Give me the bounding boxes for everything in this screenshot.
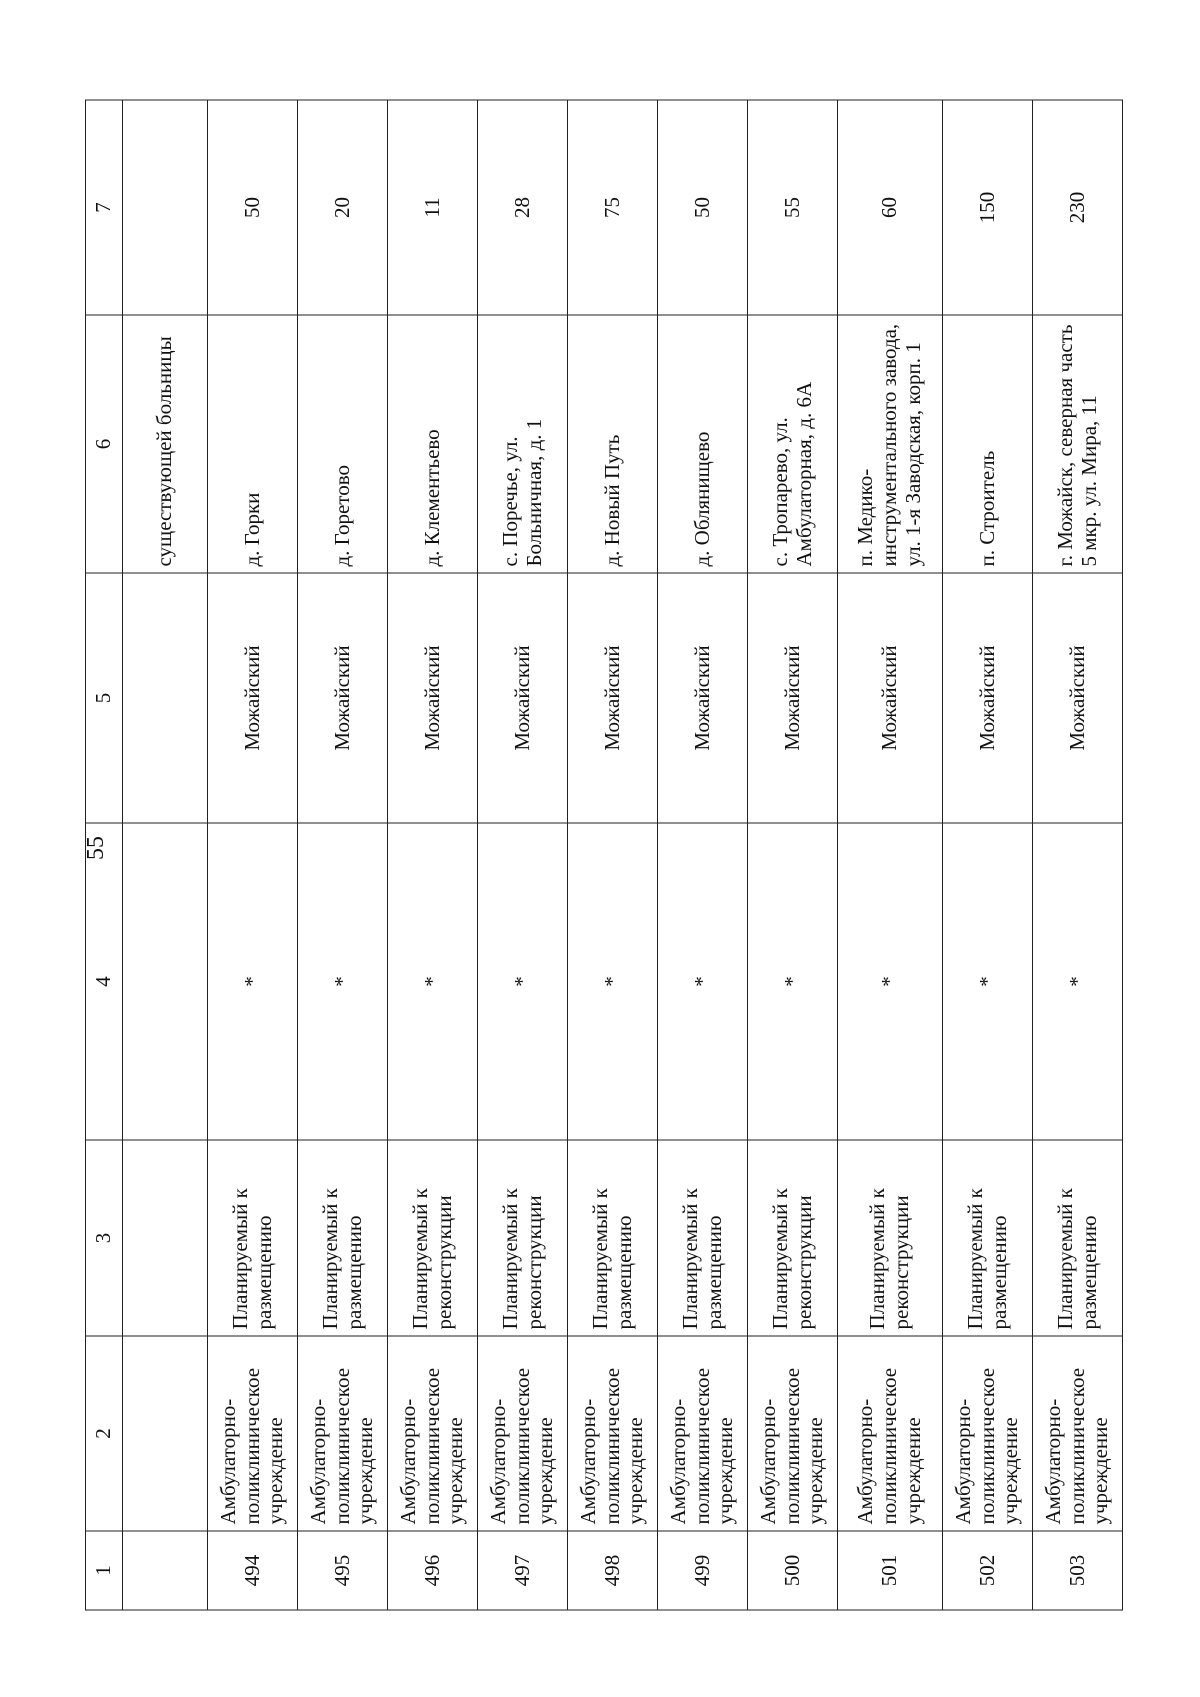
row-number: 499 xyxy=(657,1531,747,1610)
continuation-text: существующей больницы xyxy=(122,315,207,573)
table-row xyxy=(567,100,657,1610)
facility-status: Планируемый к реконструкции xyxy=(387,1140,477,1336)
facility-type: Амбулаторно-поликлиническое учреждение xyxy=(1032,1336,1122,1531)
row-number: 503 xyxy=(1032,1531,1122,1610)
location: п. Строитель xyxy=(942,315,1032,573)
district: Можайский xyxy=(657,573,747,823)
facility-type: Амбулаторно-поликлиническое учреждение xyxy=(567,1336,657,1531)
capacity-value: 150 xyxy=(942,100,1032,315)
table-row xyxy=(207,100,297,1610)
facility-status: Планируемый к размещению xyxy=(657,1140,747,1336)
facility-status: Планируемый к размещению xyxy=(942,1140,1032,1336)
table-row xyxy=(942,100,1032,1610)
column-header: 6 xyxy=(85,315,122,573)
column-header: 2 xyxy=(85,1336,122,1531)
column-header: 5 xyxy=(85,573,122,823)
location: д. Новый Путь xyxy=(567,315,657,573)
row-number: 496 xyxy=(387,1531,477,1610)
facility-status: Планируемый к размещению xyxy=(297,1140,387,1336)
facility-type: Амбулаторно-поликлиническое учреждение xyxy=(657,1336,747,1531)
district: Можайский xyxy=(297,573,387,823)
table-container xyxy=(90,100,1112,1610)
district: Можайский xyxy=(1032,573,1122,823)
capacity-value: 28 xyxy=(477,100,567,315)
column-header: 7 xyxy=(85,100,122,315)
capacity-value: 55 xyxy=(747,100,837,315)
facility-type: Амбулаторно-поликлиническое учреждение xyxy=(297,1336,387,1531)
facility-type: Амбулаторно-поликлиническое учреждение xyxy=(387,1336,477,1531)
capacity-value: 11 xyxy=(387,100,477,315)
page-number: 55 xyxy=(83,836,109,860)
location: г. Можайск, северная часть 5 мкр. ул. Мира, 11 xyxy=(1032,315,1122,573)
location: д. Облянищево xyxy=(657,315,747,573)
capacity-value: 75 xyxy=(567,100,657,315)
facilities-table xyxy=(85,100,1123,1611)
district: Можайский xyxy=(747,573,837,823)
asterisk-mark: * xyxy=(297,823,387,1140)
row-number: 494 xyxy=(207,1531,297,1610)
facility-type: Амбулаторно-поликлиническое учреждение xyxy=(477,1336,567,1531)
district: Можайский xyxy=(567,573,657,823)
facility-status: Планируемый к реконструкции xyxy=(837,1140,942,1336)
row-number: 498 xyxy=(567,1531,657,1610)
facility-type: Амбулаторно-поликлиническое учреждение xyxy=(207,1336,297,1531)
location: п. Медико-инструментального завода, ул. 1-я Заводская, корп. 1 xyxy=(837,315,942,573)
facility-type: Амбулаторно-поликлиническое учреждение xyxy=(942,1336,1032,1531)
facility-type: Амбулаторно-поликлиническое учреждение xyxy=(837,1336,942,1531)
asterisk-mark: * xyxy=(477,823,567,1140)
asterisk-mark: * xyxy=(837,823,942,1140)
capacity-value: 230 xyxy=(1032,100,1122,315)
column-header: 1 xyxy=(85,1531,122,1610)
facility-status: Планируемый к реконструкции xyxy=(747,1140,837,1336)
table-row xyxy=(387,100,477,1610)
table-row xyxy=(1032,100,1122,1610)
capacity-value: 50 xyxy=(207,100,297,315)
row-number: 497 xyxy=(477,1531,567,1610)
facility-status: Планируемый к реконструкции xyxy=(477,1140,567,1336)
column-number-row xyxy=(85,100,122,1610)
district: Можайский xyxy=(387,573,477,823)
table-row xyxy=(657,100,747,1610)
column-header: 4 xyxy=(85,823,122,1140)
capacity-value: 50 xyxy=(657,100,747,315)
row-number: 501 xyxy=(837,1531,942,1610)
asterisk-mark: * xyxy=(657,823,747,1140)
facility-status: Планируемый к размещению xyxy=(1032,1140,1122,1336)
asterisk-mark: * xyxy=(207,823,297,1140)
table-row xyxy=(837,100,942,1610)
table-row xyxy=(297,100,387,1610)
facility-status: Планируемый к размещению xyxy=(567,1140,657,1336)
location: д. Клементьево xyxy=(387,315,477,573)
capacity-value: 20 xyxy=(297,100,387,315)
asterisk-mark: * xyxy=(942,823,1032,1140)
location: с. Поречье, ул. Больничная, д. 1 xyxy=(477,315,567,573)
district: Можайский xyxy=(207,573,297,823)
district: Можайский xyxy=(477,573,567,823)
district: Можайский xyxy=(837,573,942,823)
row-number: 495 xyxy=(297,1531,387,1610)
column-header: 3 xyxy=(85,1140,122,1336)
asterisk-mark: * xyxy=(1032,823,1122,1140)
asterisk-mark: * xyxy=(567,823,657,1140)
row-number: 502 xyxy=(942,1531,1032,1610)
location: д. Горки xyxy=(207,315,297,573)
asterisk-mark: * xyxy=(387,823,477,1140)
location: д. Горетово xyxy=(297,315,387,573)
row-number: 500 xyxy=(747,1531,837,1610)
table-row xyxy=(477,100,567,1610)
capacity-value: 60 xyxy=(837,100,942,315)
table-row xyxy=(747,100,837,1610)
location: с. Тропарево, ул. Амбулаторная, д. 6А xyxy=(747,315,837,573)
continuation-row xyxy=(122,100,207,1610)
facility-status: Планируемый к размещению xyxy=(207,1140,297,1336)
district: Можайский xyxy=(942,573,1032,823)
asterisk-mark: * xyxy=(747,823,837,1140)
facility-type: Амбулаторно-поликлиническое учреждение xyxy=(747,1336,837,1531)
